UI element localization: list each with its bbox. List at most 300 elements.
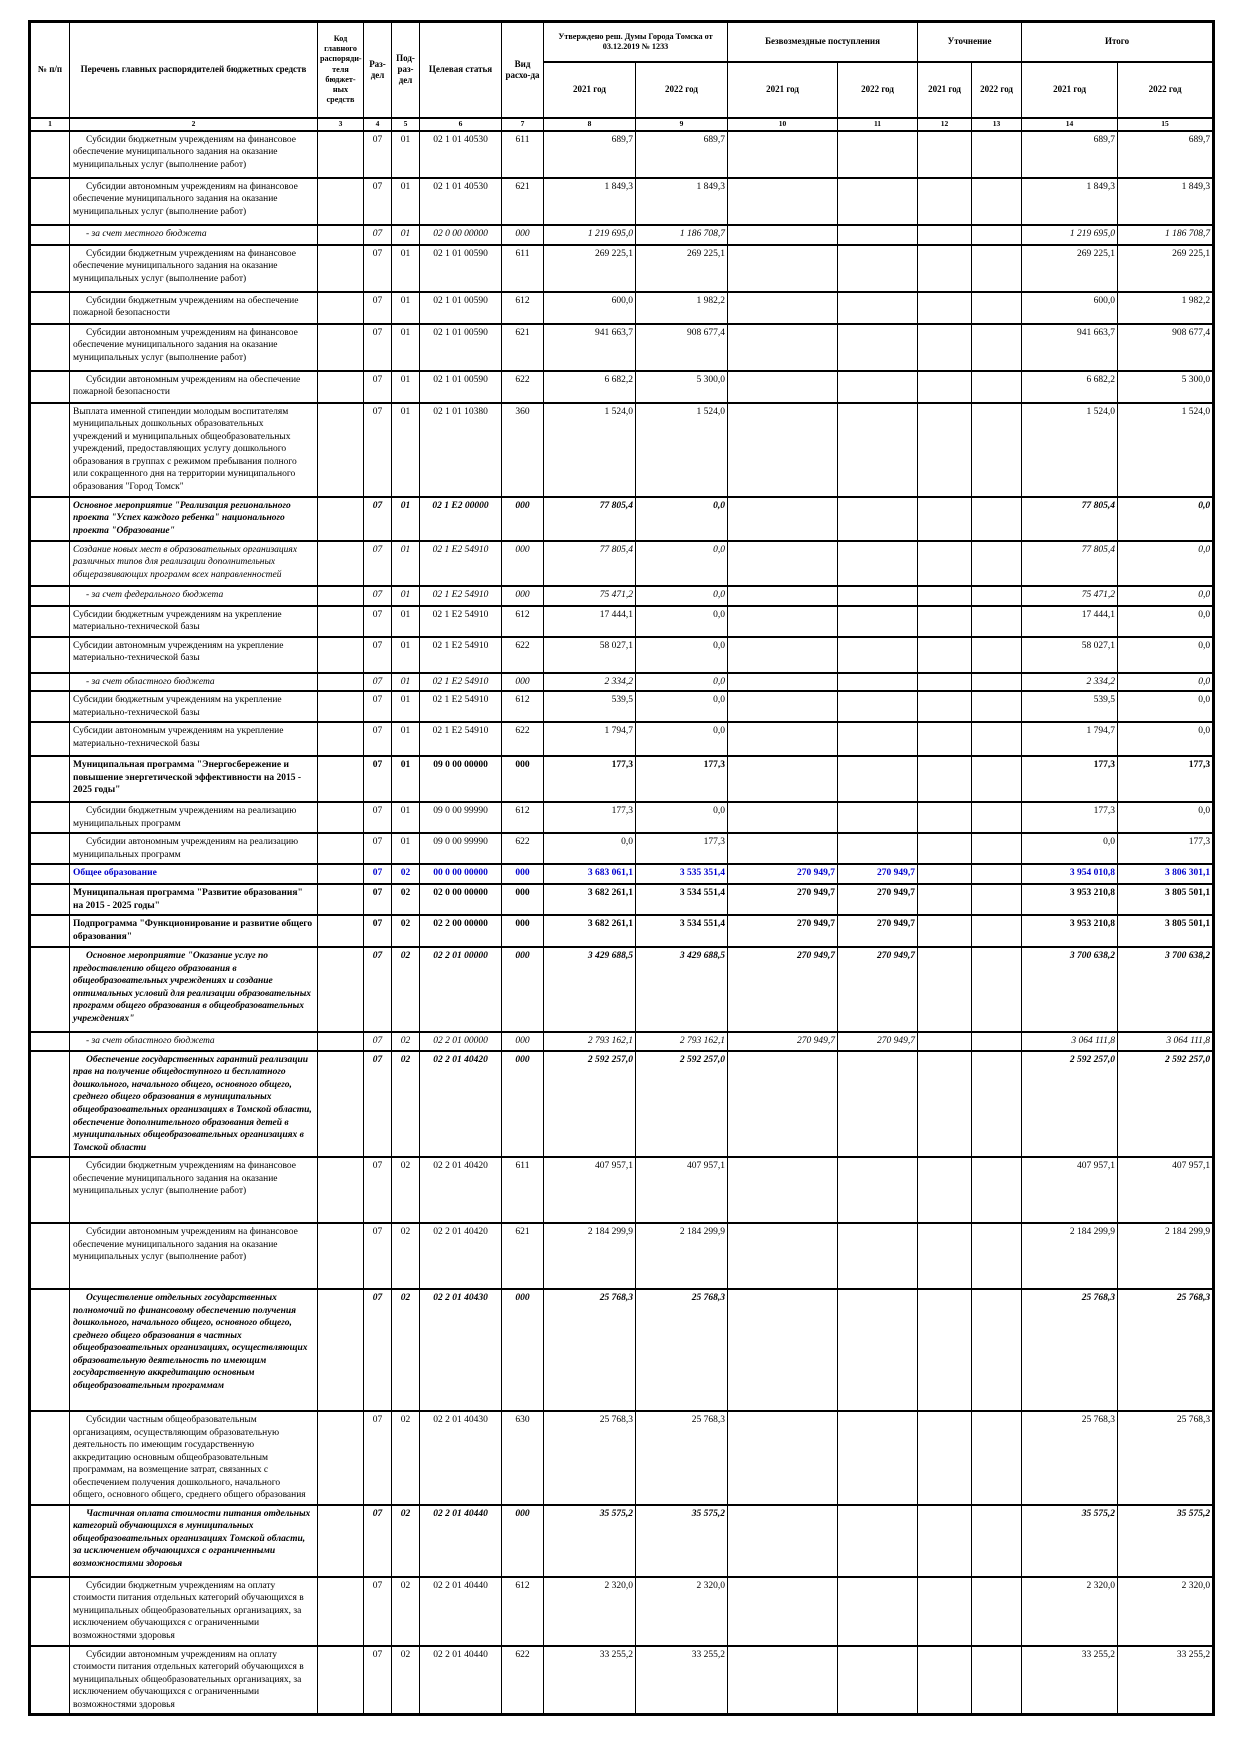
table-row [30,884,1214,915]
cell-adjustment-2022 [972,292,1022,324]
cell-total-2022: 25 768,3 [1118,1289,1214,1411]
cell-approved-2022: 0,0 [636,541,728,586]
cell-target-article: 02 1 01 10380 [420,403,502,497]
cell-total-2022: 33 255,2 [1118,1646,1214,1715]
cell-approved-2021: 77 805,4 [544,541,636,586]
cell-gratuitous-2021 [728,606,838,637]
cell-adjustment-2022 [972,915,1022,947]
table-row [30,1505,1214,1577]
cell-adjustment-2021 [918,586,972,606]
cell-podrazdel: 02 [392,1411,420,1505]
cell-approved-2022: 25 768,3 [636,1411,728,1505]
col-header-total-2021: 2021 год [1022,62,1118,118]
cell-gratuitous-2021 [728,637,838,673]
cell-row-number [30,1505,70,1577]
cell-adjustment-2021 [918,884,972,915]
cell-adjustment-2021 [918,833,972,864]
cell-approved-2021: 407 957,1 [544,1157,636,1223]
cell-total-2021: 3 954 010,8 [1022,864,1118,884]
cell-adjustment-2022 [972,947,1022,1032]
col-group-adjustment: Уточнение [918,22,1022,62]
cell-gratuitous-2022: 270 949,7 [838,884,918,915]
cell-row-number [30,691,70,722]
cell-approved-2021: 689,7 [544,131,636,178]
cell-total-2021: 1 524,0 [1022,403,1118,497]
cell-podrazdel: 01 [392,131,420,178]
cell-gratuitous-2021: 270 949,7 [728,1032,838,1051]
cell-total-2022: 0,0 [1118,722,1214,756]
cell-total-2021: 33 255,2 [1022,1646,1118,1715]
cell-expense-type: 611 [502,131,544,178]
cell-podrazdel: 02 [392,1157,420,1223]
cell-expense-type: 612 [502,691,544,722]
cell-adjustment-2022 [972,802,1022,833]
cell-row-number [30,1051,70,1157]
cell-target-article: 02 1 01 40530 [420,131,502,178]
table-row [30,637,1214,673]
cell-adjustment-2021 [918,673,972,692]
table-row [30,864,1214,884]
cell-total-2022: 407 957,1 [1118,1157,1214,1223]
cell-gratuitous-2022 [838,497,918,541]
cell-target-article: 02 2 01 00000 [420,1032,502,1051]
cell-adjustment-2021 [918,292,972,324]
table-row [30,131,1214,178]
cell-approved-2022: 1 849,3 [636,178,728,225]
cell-approved-2021: 2 334,2 [544,673,636,692]
cell-description: Субсидии автономным учреждениям на финансовое обеспечение муниципального задания на оказание муниципальных услуг (выполнение работ) [70,1223,318,1289]
cell-gratuitous-2021 [728,1051,838,1157]
cell-gratuitous-2021 [728,1577,838,1646]
cell-approved-2022: 35 575,2 [636,1505,728,1577]
table-row [30,371,1214,403]
cell-adjustment-2022 [972,245,1022,292]
cell-grbs-code [318,371,364,403]
cell-row-number [30,292,70,324]
cell-approved-2022: 0,0 [636,606,728,637]
colnum-12: 12 [918,118,972,131]
cell-approved-2021: 3 682 261,1 [544,915,636,947]
cell-razdel: 07 [364,178,392,225]
cell-total-2021: 941 663,7 [1022,324,1118,371]
cell-approved-2021: 2 184 299,9 [544,1223,636,1289]
cell-adjustment-2022 [972,225,1022,245]
cell-grbs-code [318,722,364,756]
colnum-3: 3 [318,118,364,131]
cell-description: Основное мероприятие "Оказание услуг по предоставлению общего образования в общеобразовательных учреждениях и создание оптимальных условий для реализации образовательных программ общего образования в общеобразовательных учреждениях" [70,947,318,1032]
cell-razdel: 07 [364,1051,392,1157]
cell-grbs-code [318,403,364,497]
cell-adjustment-2022 [972,756,1022,802]
cell-gratuitous-2022 [838,1289,918,1411]
cell-adjustment-2021 [918,1051,972,1157]
cell-podrazdel: 01 [392,802,420,833]
cell-gratuitous-2022 [838,722,918,756]
cell-description: Субсидии автономным учреждениям на оплату стоимости питания отдельных категорий обучающихся в муниципальных общеобразовательных организациях, за исключением обучающихся с ограниченными возможностями здоровья [70,1646,318,1715]
cell-razdel: 07 [364,1289,392,1411]
table-row [30,497,1214,541]
cell-grbs-code [318,1051,364,1157]
cell-description: Основное мероприятие "Реализация регионального проекта "Успех каждого ребенка" национального проекта "Образование" [70,497,318,541]
cell-row-number [30,833,70,864]
cell-gratuitous-2022 [838,756,918,802]
cell-gratuitous-2022: 270 949,7 [838,915,918,947]
cell-gratuitous-2022 [838,1157,918,1223]
cell-row-number [30,756,70,802]
cell-grbs-code [318,292,364,324]
cell-approved-2022: 25 768,3 [636,1289,728,1411]
cell-total-2022: 1 982,2 [1118,292,1214,324]
cell-target-article: 02 1 01 40530 [420,178,502,225]
cell-razdel: 07 [364,403,392,497]
cell-adjustment-2022 [972,1505,1022,1577]
cell-row-number [30,722,70,756]
cell-row-number [30,606,70,637]
cell-approved-2021: 77 805,4 [544,497,636,541]
cell-gratuitous-2022 [838,637,918,673]
cell-adjustment-2021 [918,606,972,637]
cell-expense-type: 621 [502,1223,544,1289]
cell-target-article: 02 2 01 40430 [420,1289,502,1411]
table-body [30,131,1214,1715]
cell-row-number [30,586,70,606]
cell-target-article: 02 2 01 40440 [420,1577,502,1646]
cell-expense-type: 000 [502,673,544,692]
cell-row-number [30,947,70,1032]
cell-total-2022: 0,0 [1118,691,1214,722]
cell-total-2021: 177,3 [1022,756,1118,802]
cell-total-2022: 1 524,0 [1118,403,1214,497]
col-header-expense-type: Вид расхо-да [502,22,544,118]
cell-adjustment-2022 [972,1032,1022,1051]
cell-target-article: 02 2 00 00000 [420,915,502,947]
cell-gratuitous-2022 [838,178,918,225]
cell-gratuitous-2021 [728,1646,838,1715]
cell-approved-2021: 3 429 688,5 [544,947,636,1032]
cell-adjustment-2022 [972,497,1022,541]
cell-approved-2022: 33 255,2 [636,1646,728,1715]
table-row [30,1577,1214,1646]
cell-grbs-code [318,915,364,947]
cell-description: Подпрограмма "Функционирование и развитие общего образования" [70,915,318,947]
cell-razdel: 07 [364,1032,392,1051]
table-row [30,292,1214,324]
cell-approved-2021: 2 320,0 [544,1577,636,1646]
cell-grbs-code [318,606,364,637]
cell-adjustment-2021 [918,637,972,673]
cell-total-2022: 35 575,2 [1118,1505,1214,1577]
cell-total-2022: 0,0 [1118,497,1214,541]
cell-grbs-code [318,637,364,673]
cell-gratuitous-2021 [728,722,838,756]
cell-gratuitous-2022 [838,324,918,371]
cell-approved-2021: 177,3 [544,756,636,802]
cell-total-2021: 75 471,2 [1022,586,1118,606]
cell-podrazdel: 01 [392,691,420,722]
cell-podrazdel: 01 [392,292,420,324]
col-header-adjustment-2021: 2021 год [918,62,972,118]
cell-total-2021: 1 219 695,0 [1022,225,1118,245]
cell-approved-2021: 2 592 257,0 [544,1051,636,1157]
cell-gratuitous-2022 [838,371,918,403]
cell-description: Субсидии автономным учреждениям на обеспечение пожарной безопасности [70,371,318,403]
cell-total-2022: 0,0 [1118,541,1214,586]
cell-expense-type: 622 [502,371,544,403]
cell-adjustment-2021 [918,947,972,1032]
cell-grbs-code [318,131,364,178]
cell-gratuitous-2022 [838,691,918,722]
cell-adjustment-2021 [918,1577,972,1646]
cell-target-article: 02 1 Е2 54910 [420,673,502,692]
cell-adjustment-2022 [972,178,1022,225]
cell-adjustment-2021 [918,497,972,541]
cell-target-article: 02 1 Е2 54910 [420,691,502,722]
colnum-9: 9 [636,118,728,131]
cell-approved-2022: 2 184 299,9 [636,1223,728,1289]
table-row [30,1223,1214,1289]
cell-row-number [30,324,70,371]
cell-total-2021: 177,3 [1022,802,1118,833]
cell-gratuitous-2021 [728,691,838,722]
cell-razdel: 07 [364,497,392,541]
cell-total-2022: 0,0 [1118,606,1214,637]
table-row [30,691,1214,722]
cell-target-article: 00 0 00 00000 [420,864,502,884]
cell-expense-type: 000 [502,497,544,541]
cell-gratuitous-2022 [838,225,918,245]
cell-target-article: 02 2 01 40420 [420,1157,502,1223]
cell-row-number [30,1289,70,1411]
cell-description: Субсидии автономным учреждениям на реализацию муниципальных программ [70,833,318,864]
cell-target-article: 09 0 00 99990 [420,833,502,864]
cell-razdel: 07 [364,691,392,722]
cell-row-number [30,1577,70,1646]
table-row [30,802,1214,833]
cell-gratuitous-2021: 270 949,7 [728,864,838,884]
cell-description: Общее образование [70,864,318,884]
cell-expense-type: 611 [502,245,544,292]
cell-podrazdel: 01 [392,225,420,245]
cell-adjustment-2021 [918,1223,972,1289]
cell-approved-2021: 600,0 [544,292,636,324]
cell-gratuitous-2021: 270 949,7 [728,915,838,947]
cell-description: - за счет областного бюджета [70,1032,318,1051]
cell-total-2021: 689,7 [1022,131,1118,178]
cell-target-article: 02 0 00 00000 [420,884,502,915]
cell-grbs-code [318,833,364,864]
colnum-1: 1 [30,118,70,131]
cell-target-article: 02 2 01 40430 [420,1411,502,1505]
cell-adjustment-2021 [918,722,972,756]
cell-gratuitous-2021 [728,131,838,178]
cell-description: Выплата именной стипендии молодым воспитателям муниципальных дошкольных образовательных учреждений и муниципальных общеобразовательных учреждений, предоставляющих услугу дошкольного образования в группах с режимом пребывания полного или сокращенного дня на территории муниципального образования "Город Томск" [70,403,318,497]
cell-description: Субсидии бюджетным учреждениям на укрепление материально-технической базы [70,606,318,637]
cell-total-2022: 0,0 [1118,637,1214,673]
cell-grbs-code [318,864,364,884]
col-group-gratuitous: Безвозмездные поступления [728,22,918,62]
cell-row-number [30,1411,70,1505]
cell-target-article: 02 1 01 00590 [420,371,502,403]
cell-adjustment-2021 [918,1157,972,1223]
cell-description: Субсидии бюджетным учреждениям на оплату стоимости питания отдельных категорий обучающихся в муниципальных общеобразовательных организациях, за исключением обучающихся с ограниченными возможностями здоровья [70,1577,318,1646]
cell-target-article: 02 2 01 40440 [420,1646,502,1715]
cell-podrazdel: 01 [392,497,420,541]
cell-approved-2022: 177,3 [636,756,728,802]
cell-target-article: 09 0 00 00000 [420,756,502,802]
cell-total-2022: 0,0 [1118,586,1214,606]
table-row [30,1289,1214,1411]
cell-gratuitous-2022 [838,1646,918,1715]
cell-adjustment-2021 [918,371,972,403]
cell-adjustment-2022 [972,1646,1022,1715]
cell-podrazdel: 01 [392,833,420,864]
cell-expense-type: 000 [502,1032,544,1051]
cell-gratuitous-2021: 270 949,7 [728,884,838,915]
cell-grbs-code [318,691,364,722]
cell-grbs-code [318,1646,364,1715]
cell-razdel: 07 [364,722,392,756]
cell-adjustment-2022 [972,131,1022,178]
cell-gratuitous-2021 [728,1223,838,1289]
cell-gratuitous-2022 [838,1505,918,1577]
cell-approved-2022: 5 300,0 [636,371,728,403]
colnum-10: 10 [728,118,838,131]
cell-gratuitous-2022 [838,403,918,497]
cell-description: Муниципальная программа "Энергосбережение и повышение энергетической эффективности на 2015 - 2025 годы" [70,756,318,802]
col-group-total: Итого [1022,22,1214,62]
cell-adjustment-2022 [972,1223,1022,1289]
cell-gratuitous-2022: 270 949,7 [838,864,918,884]
cell-expense-type: 611 [502,1157,544,1223]
cell-total-2022: 908 677,4 [1118,324,1214,371]
cell-total-2022: 2 592 257,0 [1118,1051,1214,1157]
col-header-grbs-code: Код главного распоряди-теля бюджет-ных средств [318,22,364,118]
cell-podrazdel: 02 [392,915,420,947]
cell-approved-2022: 407 957,1 [636,1157,728,1223]
table-row [30,403,1214,497]
cell-podrazdel: 01 [392,178,420,225]
cell-grbs-code [318,324,364,371]
cell-adjustment-2021 [918,403,972,497]
cell-approved-2021: 6 682,2 [544,371,636,403]
cell-total-2022: 269 225,1 [1118,245,1214,292]
cell-total-2022: 0,0 [1118,673,1214,692]
cell-gratuitous-2021 [728,586,838,606]
cell-row-number [30,541,70,586]
cell-description: - за счет местного бюджета [70,225,318,245]
cell-target-article: 02 1 Е2 00000 [420,497,502,541]
cell-expense-type: 000 [502,586,544,606]
cell-total-2022: 177,3 [1118,833,1214,864]
cell-gratuitous-2021 [728,371,838,403]
cell-razdel: 07 [364,864,392,884]
cell-podrazdel: 01 [392,722,420,756]
cell-podrazdel: 02 [392,1505,420,1577]
cell-grbs-code [318,225,364,245]
table-row [30,833,1214,864]
cell-approved-2021: 1 794,7 [544,722,636,756]
cell-gratuitous-2022 [838,1411,918,1505]
cell-total-2021: 407 957,1 [1022,1157,1118,1223]
cell-gratuitous-2022 [838,833,918,864]
cell-expense-type: 000 [502,884,544,915]
cell-approved-2022: 2 592 257,0 [636,1051,728,1157]
cell-grbs-code [318,541,364,586]
cell-adjustment-2022 [972,1411,1022,1505]
cell-description: Субсидии частным общеобразовательным организациям, осуществляющим образовательную деятельность по имеющим государственную аккредитацию основным общеобразовательным программам, на возмещение затрат, связанных с обеспечением получения дошкольного, начального общего, основного общего, среднего общего образования [70,1411,318,1505]
cell-approved-2021: 1 524,0 [544,403,636,497]
cell-gratuitous-2022 [838,541,918,586]
cell-total-2021: 35 575,2 [1022,1505,1118,1577]
cell-razdel: 07 [364,1646,392,1715]
col-header-total-2022: 2022 год [1118,62,1214,118]
table-row [30,225,1214,245]
cell-approved-2022: 177,3 [636,833,728,864]
cell-podrazdel: 01 [392,371,420,403]
cell-expense-type: 360 [502,403,544,497]
cell-total-2021: 1 849,3 [1022,178,1118,225]
cell-podrazdel: 02 [392,1646,420,1715]
table-row [30,1051,1214,1157]
cell-gratuitous-2022 [838,673,918,692]
cell-approved-2021: 75 471,2 [544,586,636,606]
cell-approved-2021: 177,3 [544,802,636,833]
cell-adjustment-2021 [918,1032,972,1051]
cell-grbs-code [318,756,364,802]
cell-expense-type: 000 [502,1051,544,1157]
cell-gratuitous-2021 [728,541,838,586]
cell-total-2022: 1 186 708,7 [1118,225,1214,245]
cell-grbs-code [318,1289,364,1411]
cell-adjustment-2021 [918,802,972,833]
cell-approved-2022: 0,0 [636,802,728,833]
cell-podrazdel: 01 [392,606,420,637]
cell-description: Субсидии автономным учреждениям на финансовое обеспечение муниципального задания на оказание муниципальных услуг (выполнение работ) [70,324,318,371]
cell-row-number [30,371,70,403]
table-row [30,1411,1214,1505]
cell-razdel: 07 [364,802,392,833]
cell-description: - за счет федерального бюджета [70,586,318,606]
cell-gratuitous-2022 [838,606,918,637]
cell-approved-2021: 35 575,2 [544,1505,636,1577]
table-row [30,586,1214,606]
cell-grbs-code [318,947,364,1032]
cell-total-2021: 2 334,2 [1022,673,1118,692]
cell-target-article: 02 2 01 00000 [420,947,502,1032]
cell-total-2021: 2 592 257,0 [1022,1051,1118,1157]
cell-approved-2021: 1 849,3 [544,178,636,225]
cell-approved-2021: 33 255,2 [544,1646,636,1715]
table-row [30,947,1214,1032]
cell-total-2021: 3 064 111,8 [1022,1032,1118,1051]
cell-razdel: 07 [364,606,392,637]
cell-adjustment-2021 [918,1289,972,1411]
col-header-approved-2021: 2021 год [544,62,636,118]
cell-adjustment-2022 [972,637,1022,673]
cell-approved-2022: 0,0 [636,691,728,722]
cell-expense-type: 000 [502,864,544,884]
cell-gratuitous-2021 [728,497,838,541]
col-header-razdel: Раз-дел [364,22,392,118]
cell-row-number [30,245,70,292]
cell-target-article: 02 1 Е2 54910 [420,722,502,756]
cell-podrazdel: 01 [392,324,420,371]
cell-approved-2022: 3 534 551,4 [636,915,728,947]
table-row [30,178,1214,225]
cell-adjustment-2022 [972,1577,1022,1646]
cell-approved-2022: 0,0 [636,637,728,673]
cell-expense-type: 622 [502,637,544,673]
